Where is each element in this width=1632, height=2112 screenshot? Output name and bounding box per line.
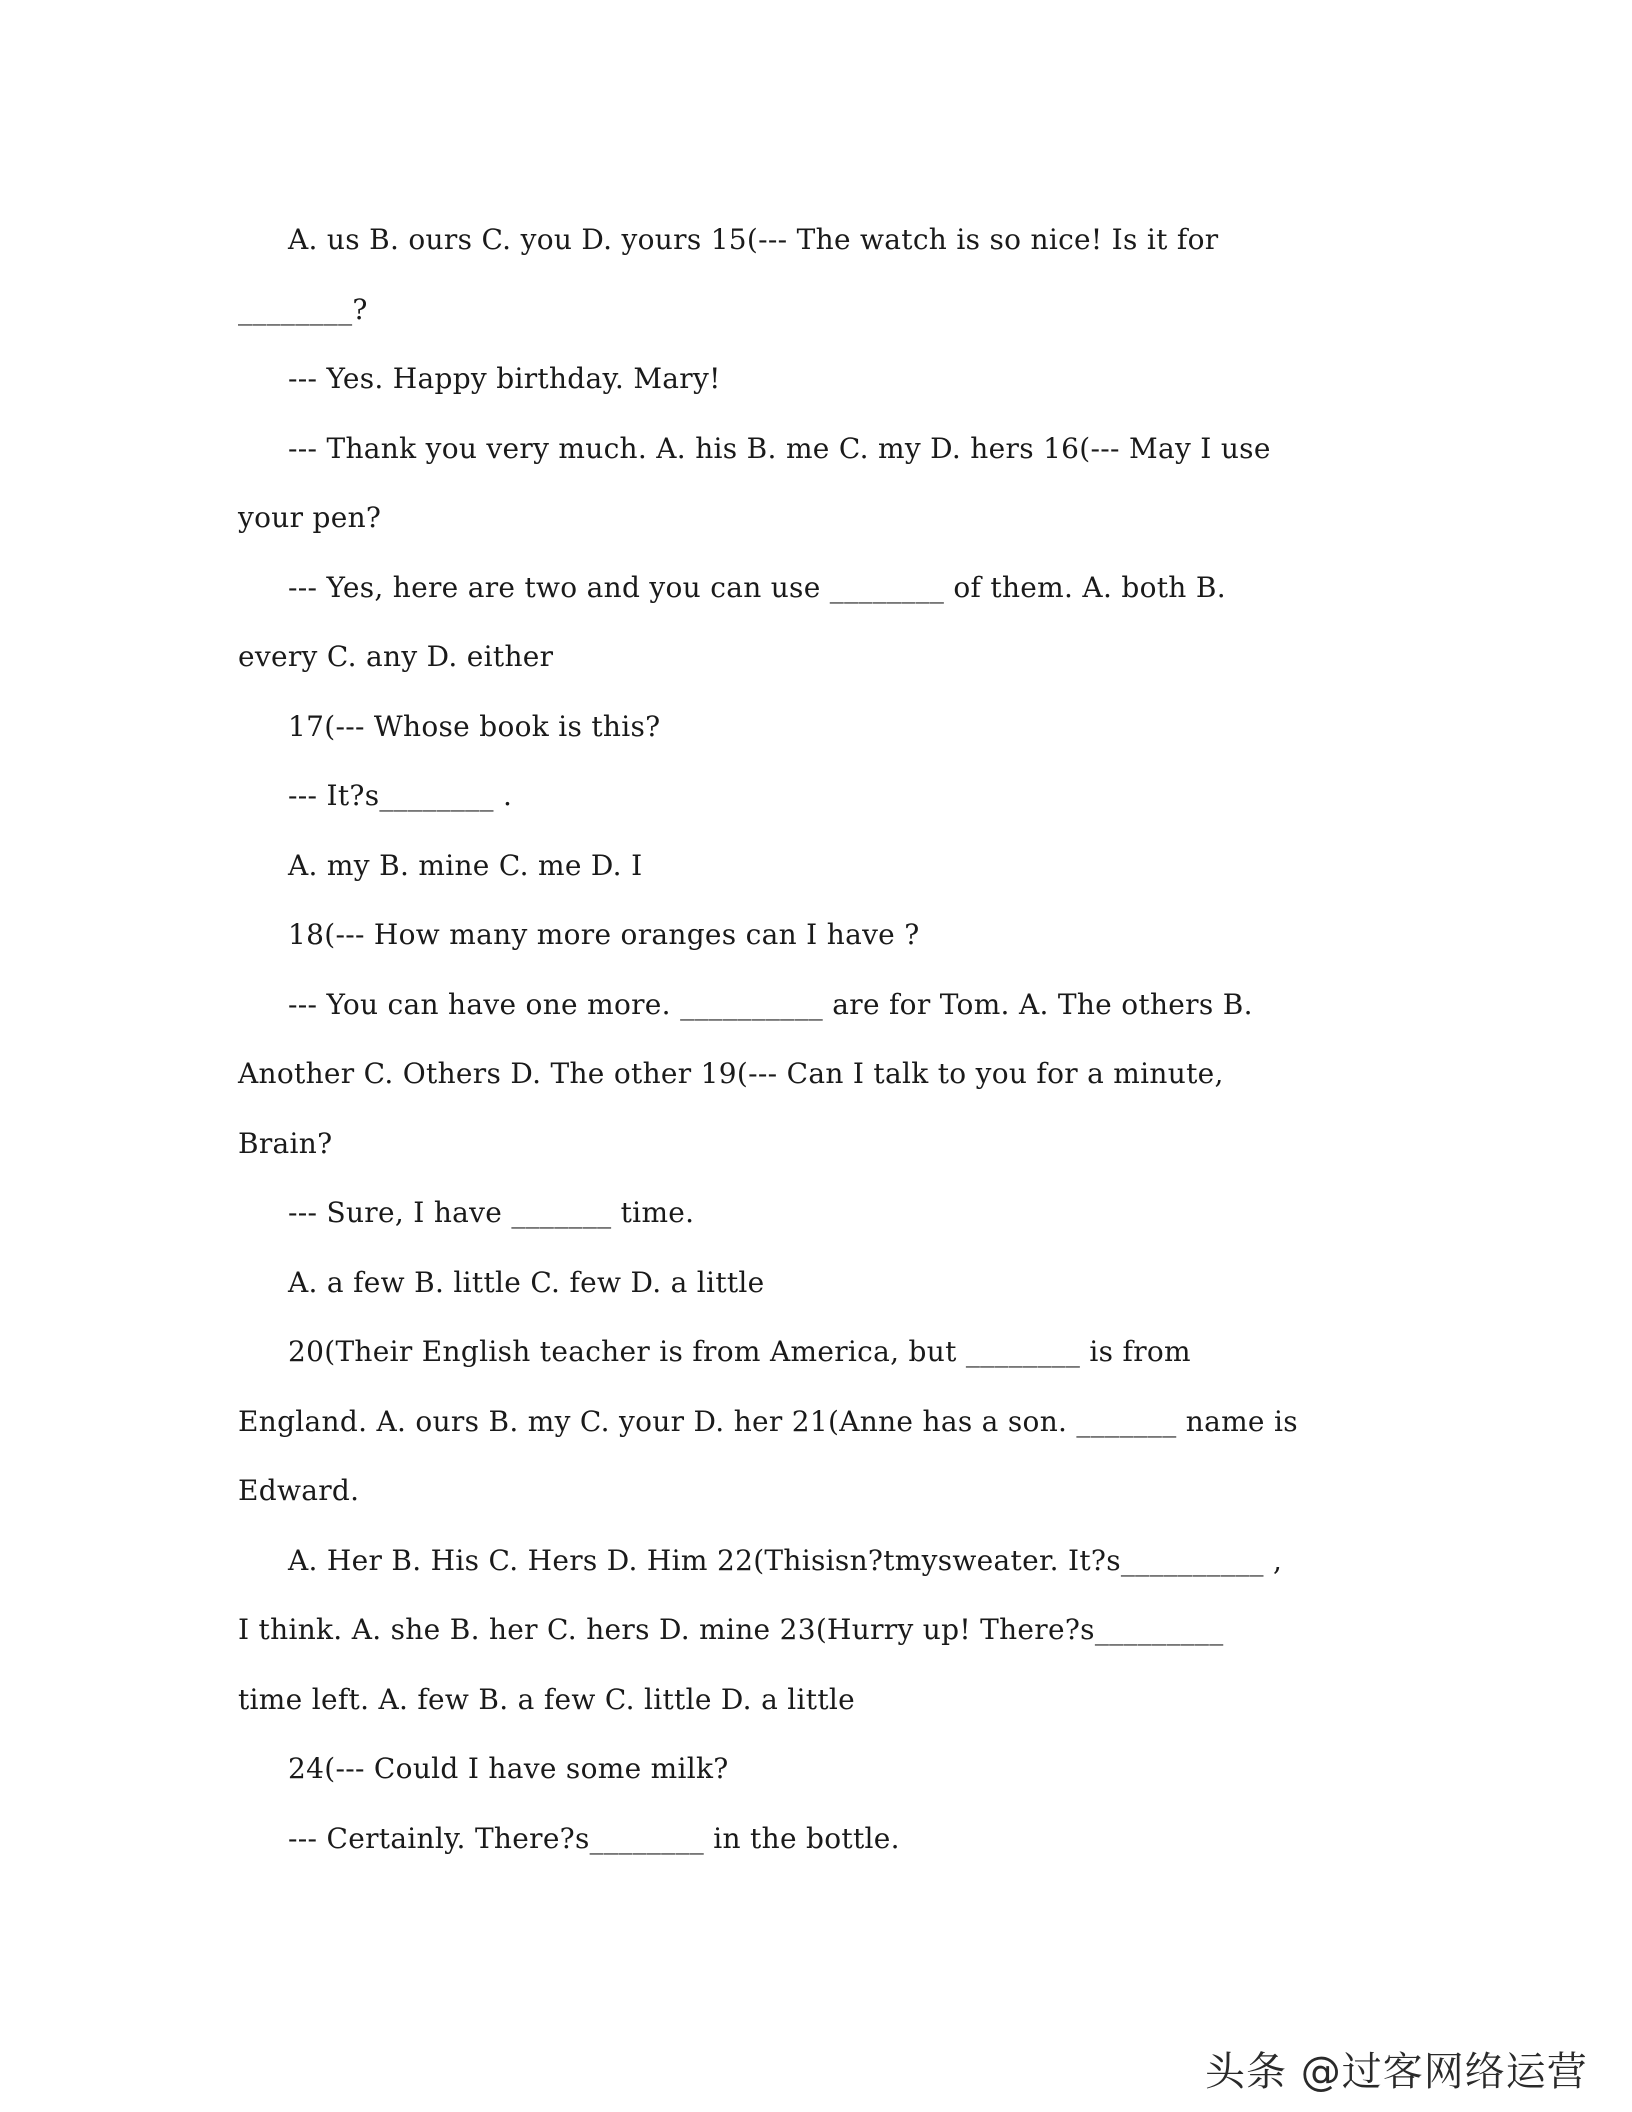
- text-line: --- Thank you very much. A. his B. me C. my D. hers 16(--- May I use: [288, 431, 1271, 465]
- text-line: 20(Their English teacher is from America, but ________ is from: [288, 1335, 1191, 1368]
- text-line: ________?: [238, 292, 368, 326]
- text-line: time left. A. few B. a few C. little D. a little: [238, 1682, 856, 1716]
- text-line: --- Sure, I have _______ time.: [288, 1196, 695, 1229]
- text-line: A. us B. ours C. you D. yours 15(--- The watch is so nice! Is it for: [288, 223, 1219, 256]
- text-line: I think. A. she B. her C. hers D. mine 23(Hurry up! There?s_________: [238, 1613, 1224, 1646]
- text-line: --- Yes. Happy birthday. Mary!: [288, 362, 721, 395]
- text-line: --- Yes, here are two and you can use ________ of them. A. both B.: [288, 570, 1226, 604]
- text-line: 24(--- Could I have some milk?: [288, 1752, 729, 1785]
- text-line: your pen?: [238, 501, 382, 534]
- text-line: Edward.: [238, 1474, 360, 1507]
- text-line: A. my B. mine C. me D. I: [288, 848, 643, 882]
- text-line: --- Certainly. There?s________ in the bottle.: [288, 1821, 900, 1855]
- text-line: --- You can have one more. __________ are for Tom. A. The others B.: [288, 987, 1253, 1021]
- text-line: A. Her B. His C. Hers D. Him 22(Thisisn?tmysweater. It?s__________ ,: [288, 1543, 1283, 1577]
- text-line: Brain?: [238, 1126, 333, 1160]
- text-line: 18(--- How many more oranges can I have ?: [288, 918, 920, 951]
- text-line: --- It?s________ .: [288, 779, 513, 812]
- text-line: every C. any D. either: [238, 640, 554, 673]
- watermark: 头条 @过客网络运营: [1205, 2049, 1588, 2095]
- document-body: [238, 205, 1388, 1873]
- text-line: 17(--- Whose book is this?: [288, 709, 661, 743]
- text-line: A. a few B. little C. few D. a little: [288, 1265, 765, 1299]
- text-line: England. A. ours B. my C. your D. her 21(Anne has a son. _______ name is: [238, 1404, 1298, 1438]
- text-line: Another C. Others D. The other 19(--- Can I talk to you for a minute,: [238, 1057, 1224, 1090]
